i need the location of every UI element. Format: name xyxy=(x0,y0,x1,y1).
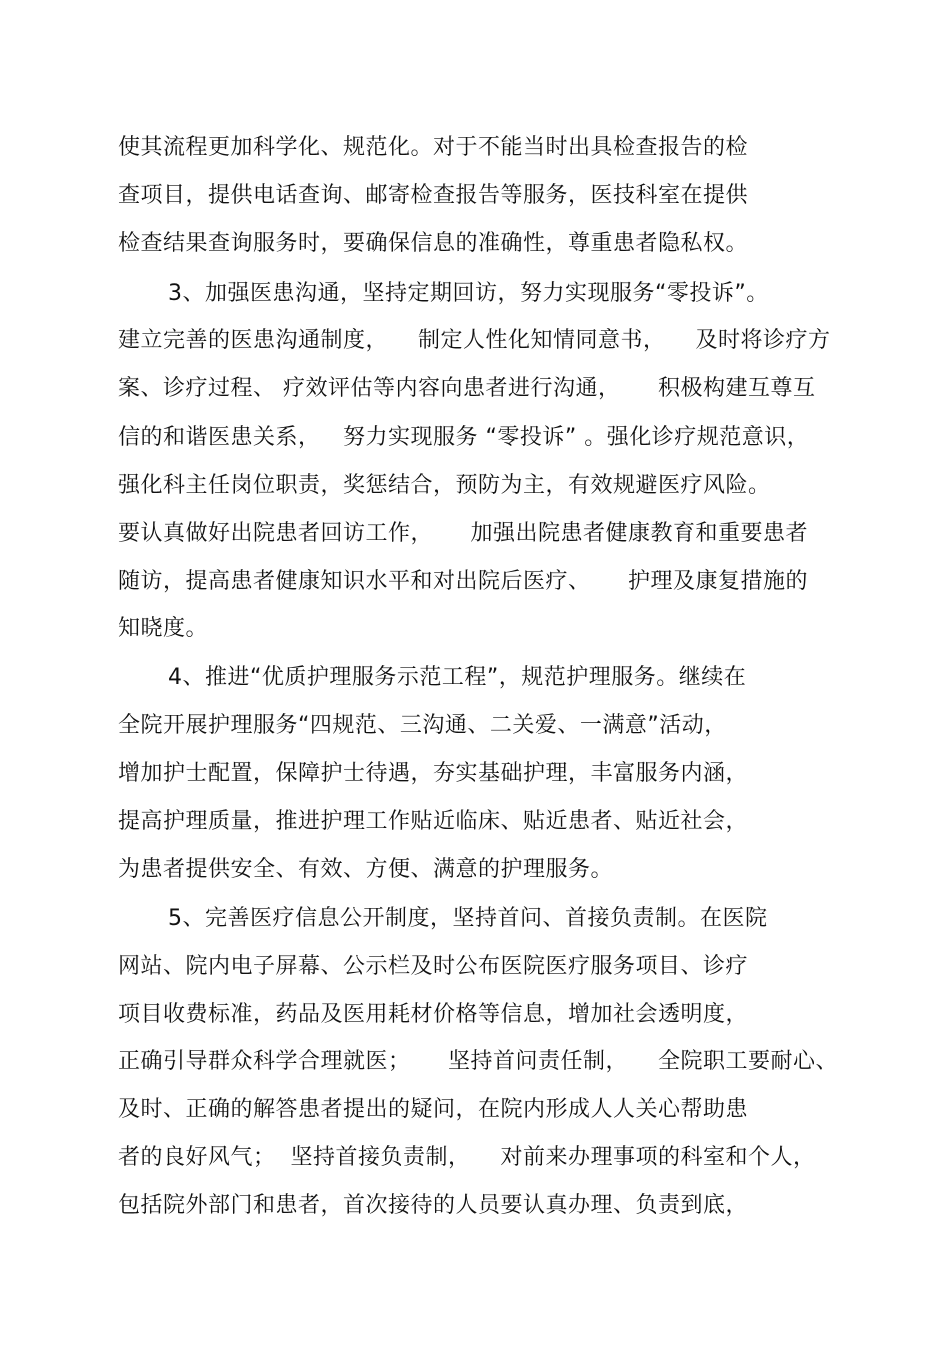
text-line: 信的和谐医患关系， 努力实现服务 “零投诉” 。强化诊疗规范意识， xyxy=(118,425,810,450)
text-line: 增加护士配置，保障护士待遇，夯实基础护理，丰富服务内涵， xyxy=(118,761,749,786)
text-line: 为患者提供安全、有效、方便、满意的护理服务。 xyxy=(118,857,614,882)
text-line: 及时、正确的解答患者提出的疑问，在院内形成人人关心帮助患 xyxy=(118,1097,749,1122)
paragraph-5-heading: 5、完善医疗信息公开制度，坚持首问、首接负责制。在医院 xyxy=(168,906,768,931)
text-line: 案、诊疗过程、 疗效评估等内容向患者进行沟通， 积极构建互尊互 xyxy=(118,376,816,401)
text-line: 查项目，提供电话查询、邮寄检查报告等服务，医技科室在提供 xyxy=(118,183,749,208)
text-line: 者的良好风气； 坚持首接负责制， 对前来办理事项的科室和个人， xyxy=(118,1145,816,1170)
text-line: 网站、院内电子屏幕、公示栏及时公布医院医疗服务项目、诊疗 xyxy=(118,954,749,979)
text-line: 正确引导群众科学合理就医； 坚持首问责任制， 全院职工要耐心、 xyxy=(118,1049,838,1074)
text-line: 强化科主任岗位职责，奖惩结合，预防为主，有效规避医疗风险。 xyxy=(118,473,771,498)
text-line: 使其流程更加科学化、规范化。对于不能当时出具检查报告的检 xyxy=(118,135,749,160)
text-line: 包括院外部门和患者，首次接待的人员要认真办理、负责到底， xyxy=(118,1193,749,1218)
text-line: 建立完善的医患沟通制度， 制定人性化知情同意书， 及时将诊疗方 xyxy=(118,328,831,353)
text-line: 全院开展护理服务“四规范、三沟通、二关爱、一满意”活动， xyxy=(118,713,727,738)
text-line: 项目收费标准，药品及医用耗材价格等信息，增加社会透明度， xyxy=(118,1002,749,1027)
text-line: 提高护理质量，推进护理工作贴近临床、贴近患者、贴近社会， xyxy=(118,809,749,834)
paragraph-4-heading: 4、推进“优质护理服务示范工程”，规范护理服务。继续在 xyxy=(168,665,747,690)
text-line: 知晓度。 xyxy=(118,616,209,641)
paragraph-3-heading: 3、加强医患沟通，坚持定期回访，努力实现服务“零投诉”。 xyxy=(168,281,769,306)
text-line: 检查结果查询服务时，要确保信息的准确性，尊重患者隐私权。 xyxy=(118,231,749,256)
text-line: 要认真做好出院患者回访工作， 加强出院患者健康教育和重要患者 xyxy=(118,521,808,546)
text-line: 随访，提高患者健康知识水平和对出院后医疗、 护理及康复措施的 xyxy=(118,569,808,594)
